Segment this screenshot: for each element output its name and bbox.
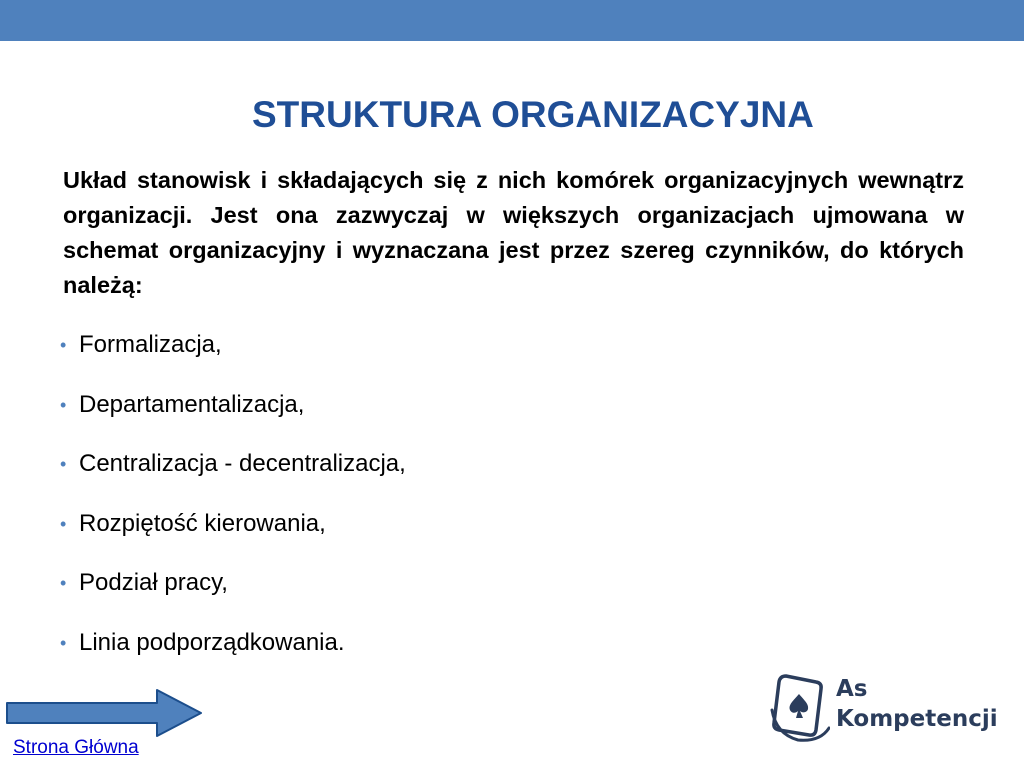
list-item-label: Formalizacja, <box>79 331 222 358</box>
list-item-label: Centralizacja - decentralizacja, <box>79 450 406 477</box>
list-item-label: Linia podporządkowania. <box>79 628 345 656</box>
home-link[interactable]: Strona Główna <box>13 737 139 758</box>
bullet-icon: • <box>60 335 67 355</box>
factor-list <box>60 326 940 683</box>
card-spade-icon <box>766 672 830 742</box>
logo-line-kompetencji: Kompetencji <box>836 706 998 732</box>
list-item <box>60 564 940 624</box>
list-item-label: Podział pracy, <box>79 569 228 596</box>
logo-text <box>836 674 998 734</box>
list-item <box>60 386 940 446</box>
list-item <box>60 445 940 505</box>
top-accent-bar <box>0 0 1024 41</box>
list-item-label: Rozpiętość kierowania, <box>79 509 326 537</box>
logo-line-as: As <box>836 676 868 702</box>
intro-paragraph: Układ stanowisk i składających się z nich komórek organizacyjnych wewnątrz organizacji. Jest ona zazwyczaj w większych organizacjach ujmowana w schemat organizacyjny i wyznaczana jest przez szereg czynników, do których należą: <box>63 167 964 298</box>
bullet-icon: • <box>60 573 67 593</box>
right-arrow-icon[interactable] <box>5 688 205 738</box>
list-item-label: Departamentalizacja, <box>79 390 305 418</box>
bullet-icon: • <box>60 394 67 415</box>
bullet-icon: • <box>60 632 67 653</box>
list-item <box>60 326 940 386</box>
list-item <box>60 505 940 565</box>
logo <box>766 668 1006 748</box>
slide-title: STRUKTURA ORGANIZACYJNA <box>252 94 814 135</box>
bullet-icon: • <box>60 513 67 534</box>
bullet-icon: • <box>60 454 67 474</box>
